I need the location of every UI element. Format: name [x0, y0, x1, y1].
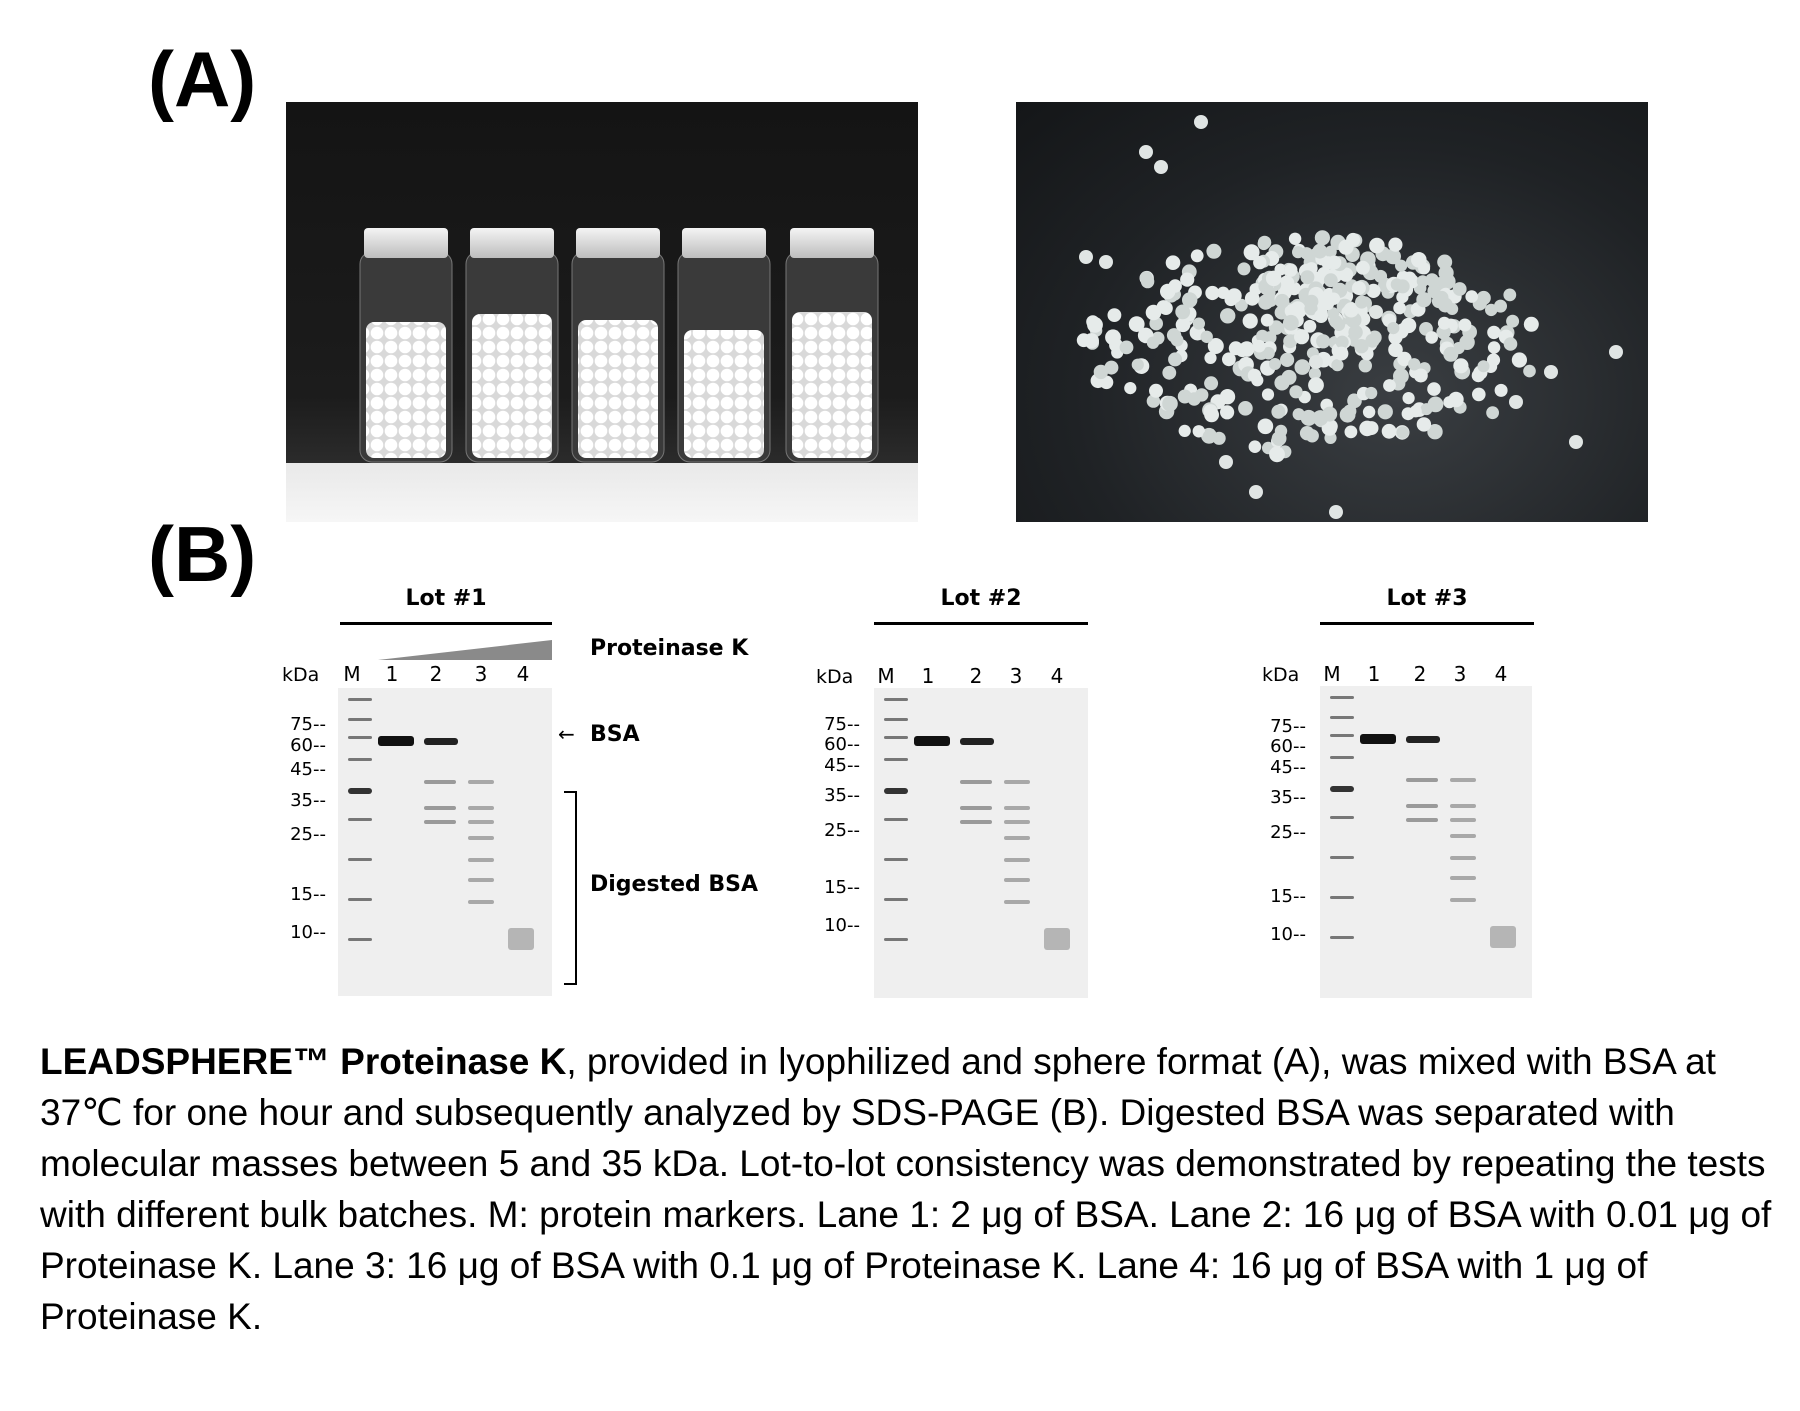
- digest-band-lane-3: [1004, 900, 1030, 904]
- bsa-band-lane-2: [960, 738, 994, 745]
- vial-cap: [470, 228, 554, 258]
- digest-band-lane-2: [960, 780, 992, 784]
- bead: [1328, 293, 1340, 305]
- bead: [1079, 250, 1093, 264]
- digest-band-lane-3: [1004, 820, 1030, 824]
- mw-15-2: 15--: [824, 877, 860, 898]
- bead: [1206, 244, 1221, 259]
- bead: [1275, 294, 1289, 308]
- bead: [1425, 331, 1438, 344]
- bead: [1383, 379, 1396, 392]
- marker-band: [884, 718, 908, 721]
- bead: [1169, 279, 1182, 292]
- lot-1-title: Lot #1: [405, 586, 487, 611]
- bead: [1338, 240, 1353, 255]
- bead: [1327, 256, 1341, 270]
- bead: [1523, 365, 1536, 378]
- kda-label-1: kDa: [282, 664, 320, 686]
- bead: [1417, 275, 1429, 287]
- bead: [1443, 347, 1458, 362]
- marker-band: [348, 858, 372, 861]
- lane-1-label-1: 1: [385, 662, 399, 686]
- bead: [1162, 396, 1178, 412]
- bead: [1141, 275, 1154, 288]
- bead: [1203, 430, 1217, 444]
- digest-band-lane-3: [468, 780, 494, 784]
- bead: [1363, 406, 1375, 418]
- mw-45-2: 45--: [824, 755, 860, 776]
- bead: [1356, 261, 1370, 275]
- bsa-arrow-icon: ←: [558, 722, 575, 746]
- bead: [1488, 341, 1500, 353]
- lane-2-label-1: 2: [429, 662, 443, 686]
- bead: [1503, 289, 1516, 302]
- bead: [1220, 308, 1235, 323]
- digest-band-lane-2: [1406, 778, 1438, 782]
- digest-band-lane-3: [468, 900, 494, 904]
- bead: [1472, 388, 1486, 402]
- bsa-band-lane-2: [424, 738, 458, 745]
- bead: [1331, 359, 1343, 371]
- bead: [1333, 318, 1346, 331]
- vial-cap: [682, 228, 766, 258]
- bead: [1261, 314, 1274, 327]
- bead: [1487, 326, 1500, 339]
- bead: [1220, 389, 1235, 404]
- bead: [1393, 368, 1409, 384]
- bead: [1465, 290, 1478, 303]
- lane-3-label-3: 3: [1453, 662, 1467, 686]
- bead: [1609, 345, 1623, 359]
- bead: [1284, 264, 1297, 277]
- bsa-band-lane-1: [914, 736, 950, 746]
- gel-image-2: [874, 688, 1088, 998]
- bead: [1162, 366, 1176, 380]
- marker-band: [884, 938, 908, 941]
- bead: [1544, 365, 1558, 379]
- bead: [1435, 291, 1448, 304]
- bead: [1179, 425, 1191, 437]
- lane-3-label-1: 3: [474, 662, 488, 686]
- bead: [1305, 295, 1319, 309]
- marker-band: [1330, 716, 1354, 719]
- bead: [1309, 355, 1323, 369]
- bead: [1437, 255, 1452, 270]
- marker-band: [1330, 756, 1354, 759]
- bead: [1204, 352, 1216, 364]
- bead: [1222, 352, 1236, 366]
- bead: [1243, 313, 1258, 328]
- bead: [1453, 282, 1467, 296]
- lane-1-label-3: 1: [1367, 662, 1381, 686]
- digest-band-lane-3: [1004, 780, 1030, 784]
- kda-label-3: kDa: [1262, 664, 1300, 686]
- digest-band-lane-3: [1004, 836, 1030, 840]
- figure-caption: [40, 1036, 1780, 1342]
- bead: [1154, 160, 1168, 174]
- digest-band-lane-3: [1450, 804, 1476, 808]
- bead: [1378, 404, 1393, 419]
- caption-product-name: LEADSPHERE™ Proteinase K: [40, 1041, 567, 1082]
- bead: [1495, 384, 1508, 397]
- bsa-label: BSA: [590, 722, 640, 747]
- vial-cap: [576, 228, 660, 258]
- bead: [1569, 435, 1583, 449]
- bead: [1312, 244, 1327, 259]
- digest-band-lane-3: [468, 820, 494, 824]
- bead: [1382, 424, 1397, 439]
- marker-band: [348, 718, 372, 721]
- bead: [1524, 317, 1539, 332]
- bead: [1263, 286, 1275, 298]
- bsa-band-lane-1: [378, 736, 414, 746]
- marker-band: [1330, 734, 1354, 737]
- bead: [1171, 334, 1184, 347]
- bead: [1300, 270, 1314, 284]
- digest-band-lane-2: [960, 820, 992, 824]
- bead: [1395, 260, 1407, 272]
- lane-2-label-3: 2: [1413, 662, 1427, 686]
- digest-band-lane-2: [424, 820, 456, 824]
- marker-band: [348, 898, 372, 901]
- bead: [1478, 360, 1490, 372]
- digest-band-lane-3: [1450, 898, 1476, 902]
- panel-a-label: (A): [148, 35, 257, 123]
- bead: [1438, 317, 1451, 330]
- bead: [1176, 318, 1191, 333]
- bead: [1220, 405, 1234, 419]
- marker-band: [884, 898, 908, 901]
- digested-bsa-label: Digested BSA: [590, 872, 759, 897]
- bead: [1334, 347, 1348, 361]
- bead: [1195, 388, 1208, 401]
- beads-photo: [1016, 102, 1648, 522]
- bead: [1414, 369, 1428, 383]
- bead: [1365, 387, 1377, 399]
- bead: [1084, 333, 1099, 348]
- digest-band-lane-2: [424, 780, 456, 784]
- bead: [1427, 382, 1441, 396]
- bead: [1355, 295, 1368, 308]
- vials-photo: [286, 102, 918, 522]
- mw-75-2: 75--: [824, 714, 860, 735]
- bead: [1352, 281, 1366, 295]
- bead: [1120, 341, 1134, 355]
- bead: [1509, 395, 1523, 409]
- bead: [1315, 230, 1330, 245]
- lane-2-label-2: 2: [969, 664, 983, 688]
- vial-beads: [578, 320, 658, 458]
- bead: [1289, 233, 1301, 245]
- bead: [1266, 271, 1282, 287]
- bead: [1269, 446, 1285, 462]
- bead: [1403, 392, 1415, 404]
- bead: [1280, 353, 1294, 367]
- bead: [1274, 375, 1289, 390]
- bead: [1168, 352, 1182, 366]
- lane-3-label-2: 3: [1009, 664, 1023, 688]
- digest-band-lane-2: [960, 806, 992, 810]
- lot-2-title: Lot #2: [940, 586, 1022, 611]
- digest-band-lane-3: [468, 858, 494, 862]
- bead: [1253, 340, 1266, 353]
- bead: [1099, 255, 1113, 269]
- lane-m-label-1: M: [343, 662, 361, 686]
- mw-45-1: 45--: [290, 759, 326, 780]
- mw-25-2: 25--: [824, 820, 860, 841]
- bead: [1359, 359, 1372, 372]
- lane-4-label-1: 4: [516, 662, 530, 686]
- digest-band-lane-3: [1450, 834, 1476, 838]
- bead: [1396, 279, 1410, 293]
- mw-25-3: 25--: [1270, 822, 1306, 843]
- bead: [1314, 309, 1328, 323]
- bead: [1262, 388, 1274, 400]
- bead: [1272, 431, 1287, 446]
- bead: [1416, 292, 1431, 307]
- bead: [1486, 406, 1499, 419]
- bead: [1345, 426, 1358, 439]
- marker-band: [348, 758, 372, 761]
- digest-band-lane-3: [1450, 856, 1476, 860]
- bead: [1271, 405, 1285, 419]
- bsa-band-lane-1: [1360, 734, 1396, 744]
- bead: [1166, 255, 1181, 270]
- bead: [1289, 385, 1302, 398]
- marker-band: [1330, 696, 1354, 699]
- mw-60-2: 60--: [824, 734, 860, 755]
- bead: [1411, 252, 1427, 268]
- bead: [1219, 455, 1233, 469]
- bead: [1388, 238, 1402, 252]
- digest-band-lane-2: [1406, 804, 1438, 808]
- vial-beads: [792, 312, 872, 458]
- digest-band-lane-3: [1004, 806, 1030, 810]
- digest-band-lane-2: [424, 806, 456, 810]
- bead: [1086, 315, 1099, 328]
- digest-smear-lane-4: [1044, 928, 1070, 950]
- bead: [1132, 359, 1144, 371]
- bead: [1446, 303, 1458, 315]
- bead: [1227, 288, 1242, 303]
- digest-smear-lane-4: [508, 928, 534, 950]
- marker-band: [884, 858, 908, 861]
- bead: [1417, 417, 1431, 431]
- lot-3-title: Lot #3: [1386, 586, 1468, 611]
- bead: [1306, 429, 1319, 442]
- bead: [1204, 376, 1218, 390]
- bead: [1094, 365, 1108, 379]
- mw-15-1: 15--: [290, 884, 326, 905]
- bead: [1396, 426, 1409, 439]
- bead: [1304, 320, 1317, 333]
- digest-band-lane-3: [468, 806, 494, 810]
- bead: [1180, 273, 1194, 287]
- mw-75-3: 75--: [1270, 716, 1306, 737]
- bead: [1458, 319, 1471, 332]
- lot-3-bar: [1320, 622, 1534, 625]
- bead: [1258, 238, 1270, 250]
- digest-smear-lane-4: [1490, 926, 1516, 948]
- mw-60-3: 60--: [1270, 736, 1306, 757]
- lot-2-bar: [874, 622, 1088, 625]
- lot-1-bar: [340, 622, 552, 625]
- mw-15-3: 15--: [1270, 886, 1306, 907]
- bead: [1453, 358, 1468, 373]
- bead: [1512, 352, 1527, 367]
- mw-10-2: 10--: [824, 915, 860, 936]
- digest-band-lane-3: [1450, 876, 1476, 880]
- bead: [1105, 329, 1121, 345]
- digest-band-lane-2: [1406, 818, 1438, 822]
- bead: [1191, 249, 1204, 262]
- bsa-band-lane-2: [1406, 736, 1440, 743]
- bead: [1308, 377, 1324, 393]
- digest-band-lane-3: [1004, 858, 1030, 862]
- lane-4-label-3: 4: [1494, 662, 1508, 686]
- caption-text: , provided in lyophilized and sphere format (A), was mixed with BSA at 37℃ for one hour and subsequently analyzed by SDS-PAGE (B). Digested BSA was separated with molecular masses between 5 and 35 kDa. Lot-to-lot consistency was demonstrated by repeating the tests with different bulk batches. M: protein markers. Lane 1: 2 μg of BSA. Lane 2: 16 μg of BSA with 0.01 μg of Proteinase K. Lane 3: 16 μg of BSA with 0.1 μg of Proteinase K. Lane 4: 16 μg of BSA with 1 μg of Proteinase K.: [40, 1041, 1772, 1337]
- bead: [1238, 401, 1253, 416]
- bead: [1258, 419, 1274, 435]
- marker-band: [348, 788, 372, 794]
- bead: [1421, 403, 1433, 415]
- bead: [1283, 315, 1299, 331]
- mw-45-3: 45--: [1270, 757, 1306, 778]
- bead: [1129, 316, 1145, 332]
- enzyme-gradient-wedge: [378, 640, 552, 660]
- bead: [1139, 145, 1153, 159]
- mw-75-1: 75--: [290, 714, 326, 735]
- bead: [1322, 407, 1337, 422]
- bead: [1295, 359, 1311, 375]
- digest-band-lane-3: [468, 836, 494, 840]
- vials-illustration: [286, 102, 918, 522]
- bead: [1124, 382, 1136, 394]
- marker-band: [884, 758, 908, 761]
- proteinase-k-label: Proteinase K: [590, 636, 749, 661]
- lane-4-label-2: 4: [1050, 664, 1064, 688]
- bead: [1249, 440, 1262, 453]
- vial-beads: [472, 314, 552, 458]
- mw-35-1: 35--: [290, 790, 326, 811]
- vial-cap: [790, 228, 874, 258]
- bead: [1316, 334, 1330, 348]
- digest-band-lane-3: [468, 878, 494, 882]
- bead: [1149, 384, 1163, 398]
- bead: [1249, 485, 1263, 499]
- bead: [1365, 334, 1379, 348]
- bead: [1238, 262, 1251, 275]
- bead: [1504, 337, 1518, 351]
- marker-band: [884, 818, 908, 821]
- bead: [1359, 421, 1375, 437]
- bead: [1108, 308, 1122, 322]
- kda-label-2: kDa: [816, 666, 854, 688]
- marker-band: [1330, 856, 1354, 859]
- vial-cap: [364, 228, 448, 258]
- digested-bracket: [562, 790, 578, 986]
- mw-10-3: 10--: [1270, 924, 1306, 945]
- marker-band: [884, 788, 908, 794]
- marker-band: [884, 736, 908, 739]
- bead: [1494, 300, 1507, 313]
- bead: [1387, 322, 1399, 334]
- vial-beads: [366, 322, 446, 458]
- marker-band: [884, 698, 908, 701]
- vial-beads: [684, 330, 764, 458]
- bead: [1157, 300, 1171, 314]
- gel-image-3: [1320, 686, 1532, 998]
- marker-band: [348, 736, 372, 739]
- mw-10-1: 10--: [290, 922, 326, 943]
- bead: [1175, 305, 1190, 320]
- marker-band: [348, 698, 372, 701]
- lane-m-label-2: M: [877, 664, 895, 688]
- marker-band: [348, 818, 372, 821]
- bead: [1204, 408, 1219, 423]
- digest-band-lane-3: [1450, 778, 1476, 782]
- marker-band: [1330, 786, 1354, 792]
- bead: [1292, 246, 1304, 258]
- panel-b-label: (B): [148, 510, 257, 598]
- bead: [1408, 358, 1420, 370]
- bead: [1369, 305, 1383, 319]
- beads-illustration: [1016, 102, 1648, 522]
- bead: [1201, 331, 1213, 343]
- bead: [1193, 318, 1205, 330]
- bead: [1477, 291, 1491, 305]
- gel-image-1: [338, 688, 552, 996]
- bead: [1217, 287, 1229, 299]
- bead: [1348, 325, 1362, 339]
- digest-band-lane-3: [1450, 818, 1476, 822]
- bead: [1194, 115, 1208, 129]
- digest-band-lane-3: [1004, 878, 1030, 882]
- marker-band: [348, 938, 372, 941]
- mw-35-2: 35--: [824, 785, 860, 806]
- lane-1-label-2: 1: [921, 664, 935, 688]
- marker-band: [1330, 816, 1354, 819]
- bead: [1269, 358, 1281, 370]
- bead: [1251, 374, 1263, 386]
- bead: [1393, 302, 1406, 315]
- mw-25-1: 25--: [290, 824, 326, 845]
- marker-band: [1330, 936, 1354, 939]
- lane-m-label-3: M: [1323, 662, 1341, 686]
- mw-35-3: 35--: [1270, 787, 1306, 808]
- marker-band: [1330, 896, 1354, 899]
- bead: [1410, 405, 1422, 417]
- bead: [1369, 238, 1385, 254]
- bead: [1244, 244, 1260, 260]
- bead: [1324, 273, 1338, 287]
- bead: [1147, 337, 1159, 349]
- bead: [1329, 505, 1343, 519]
- bead: [1245, 291, 1260, 306]
- mw-60-1: 60--: [290, 735, 326, 756]
- bead: [1448, 392, 1463, 407]
